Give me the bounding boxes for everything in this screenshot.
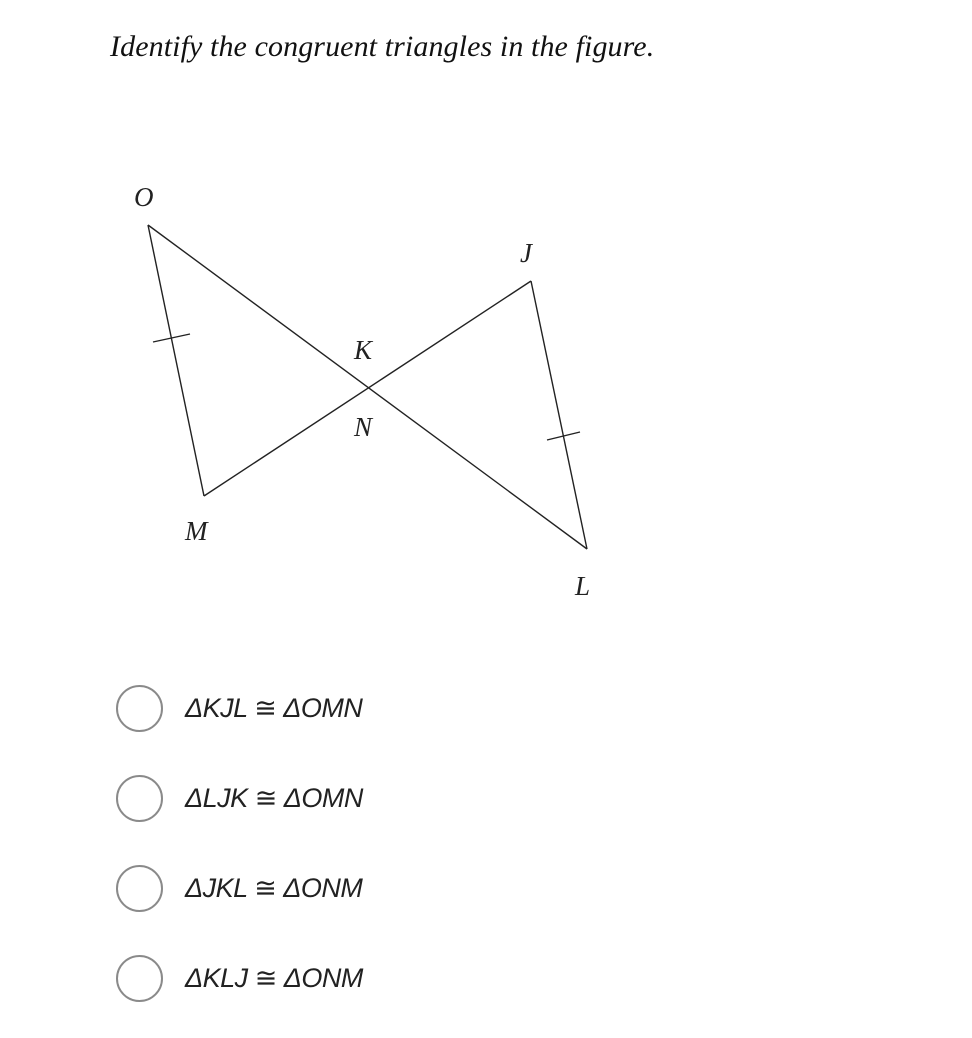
answer-option[interactable] [116,948,363,1008]
vertex-label-m: M [185,516,208,546]
radio-button[interactable] [116,865,163,912]
vertex-label-n: N [354,412,373,442]
question-text: Identify the congruent triangles in the figure. [110,30,655,63]
segment-om [148,225,204,496]
radio-button[interactable] [116,775,163,822]
option-label: ΔLJK ≅ ΔOMN [185,782,363,813]
answer-option[interactable] [116,768,363,828]
answer-option[interactable] [116,858,363,918]
radio-button[interactable] [116,685,163,732]
vertex-label-j: J [520,238,532,268]
radio-button[interactable] [116,955,163,1002]
answer-options [116,678,363,1038]
option-label: ΔKLJ ≅ ΔONM [185,962,363,993]
vertex-label-k: K [354,335,373,365]
answer-option[interactable] [116,678,363,738]
vertex-label-o: O [134,182,154,212]
segment-mj [204,281,531,496]
vertex-label-l: L [575,571,591,601]
segment-ol [148,225,587,549]
segment-jl [531,281,587,549]
option-label: ΔKJL ≅ ΔOMN [185,692,363,723]
option-label: ΔJKL ≅ ΔONM [185,872,363,903]
